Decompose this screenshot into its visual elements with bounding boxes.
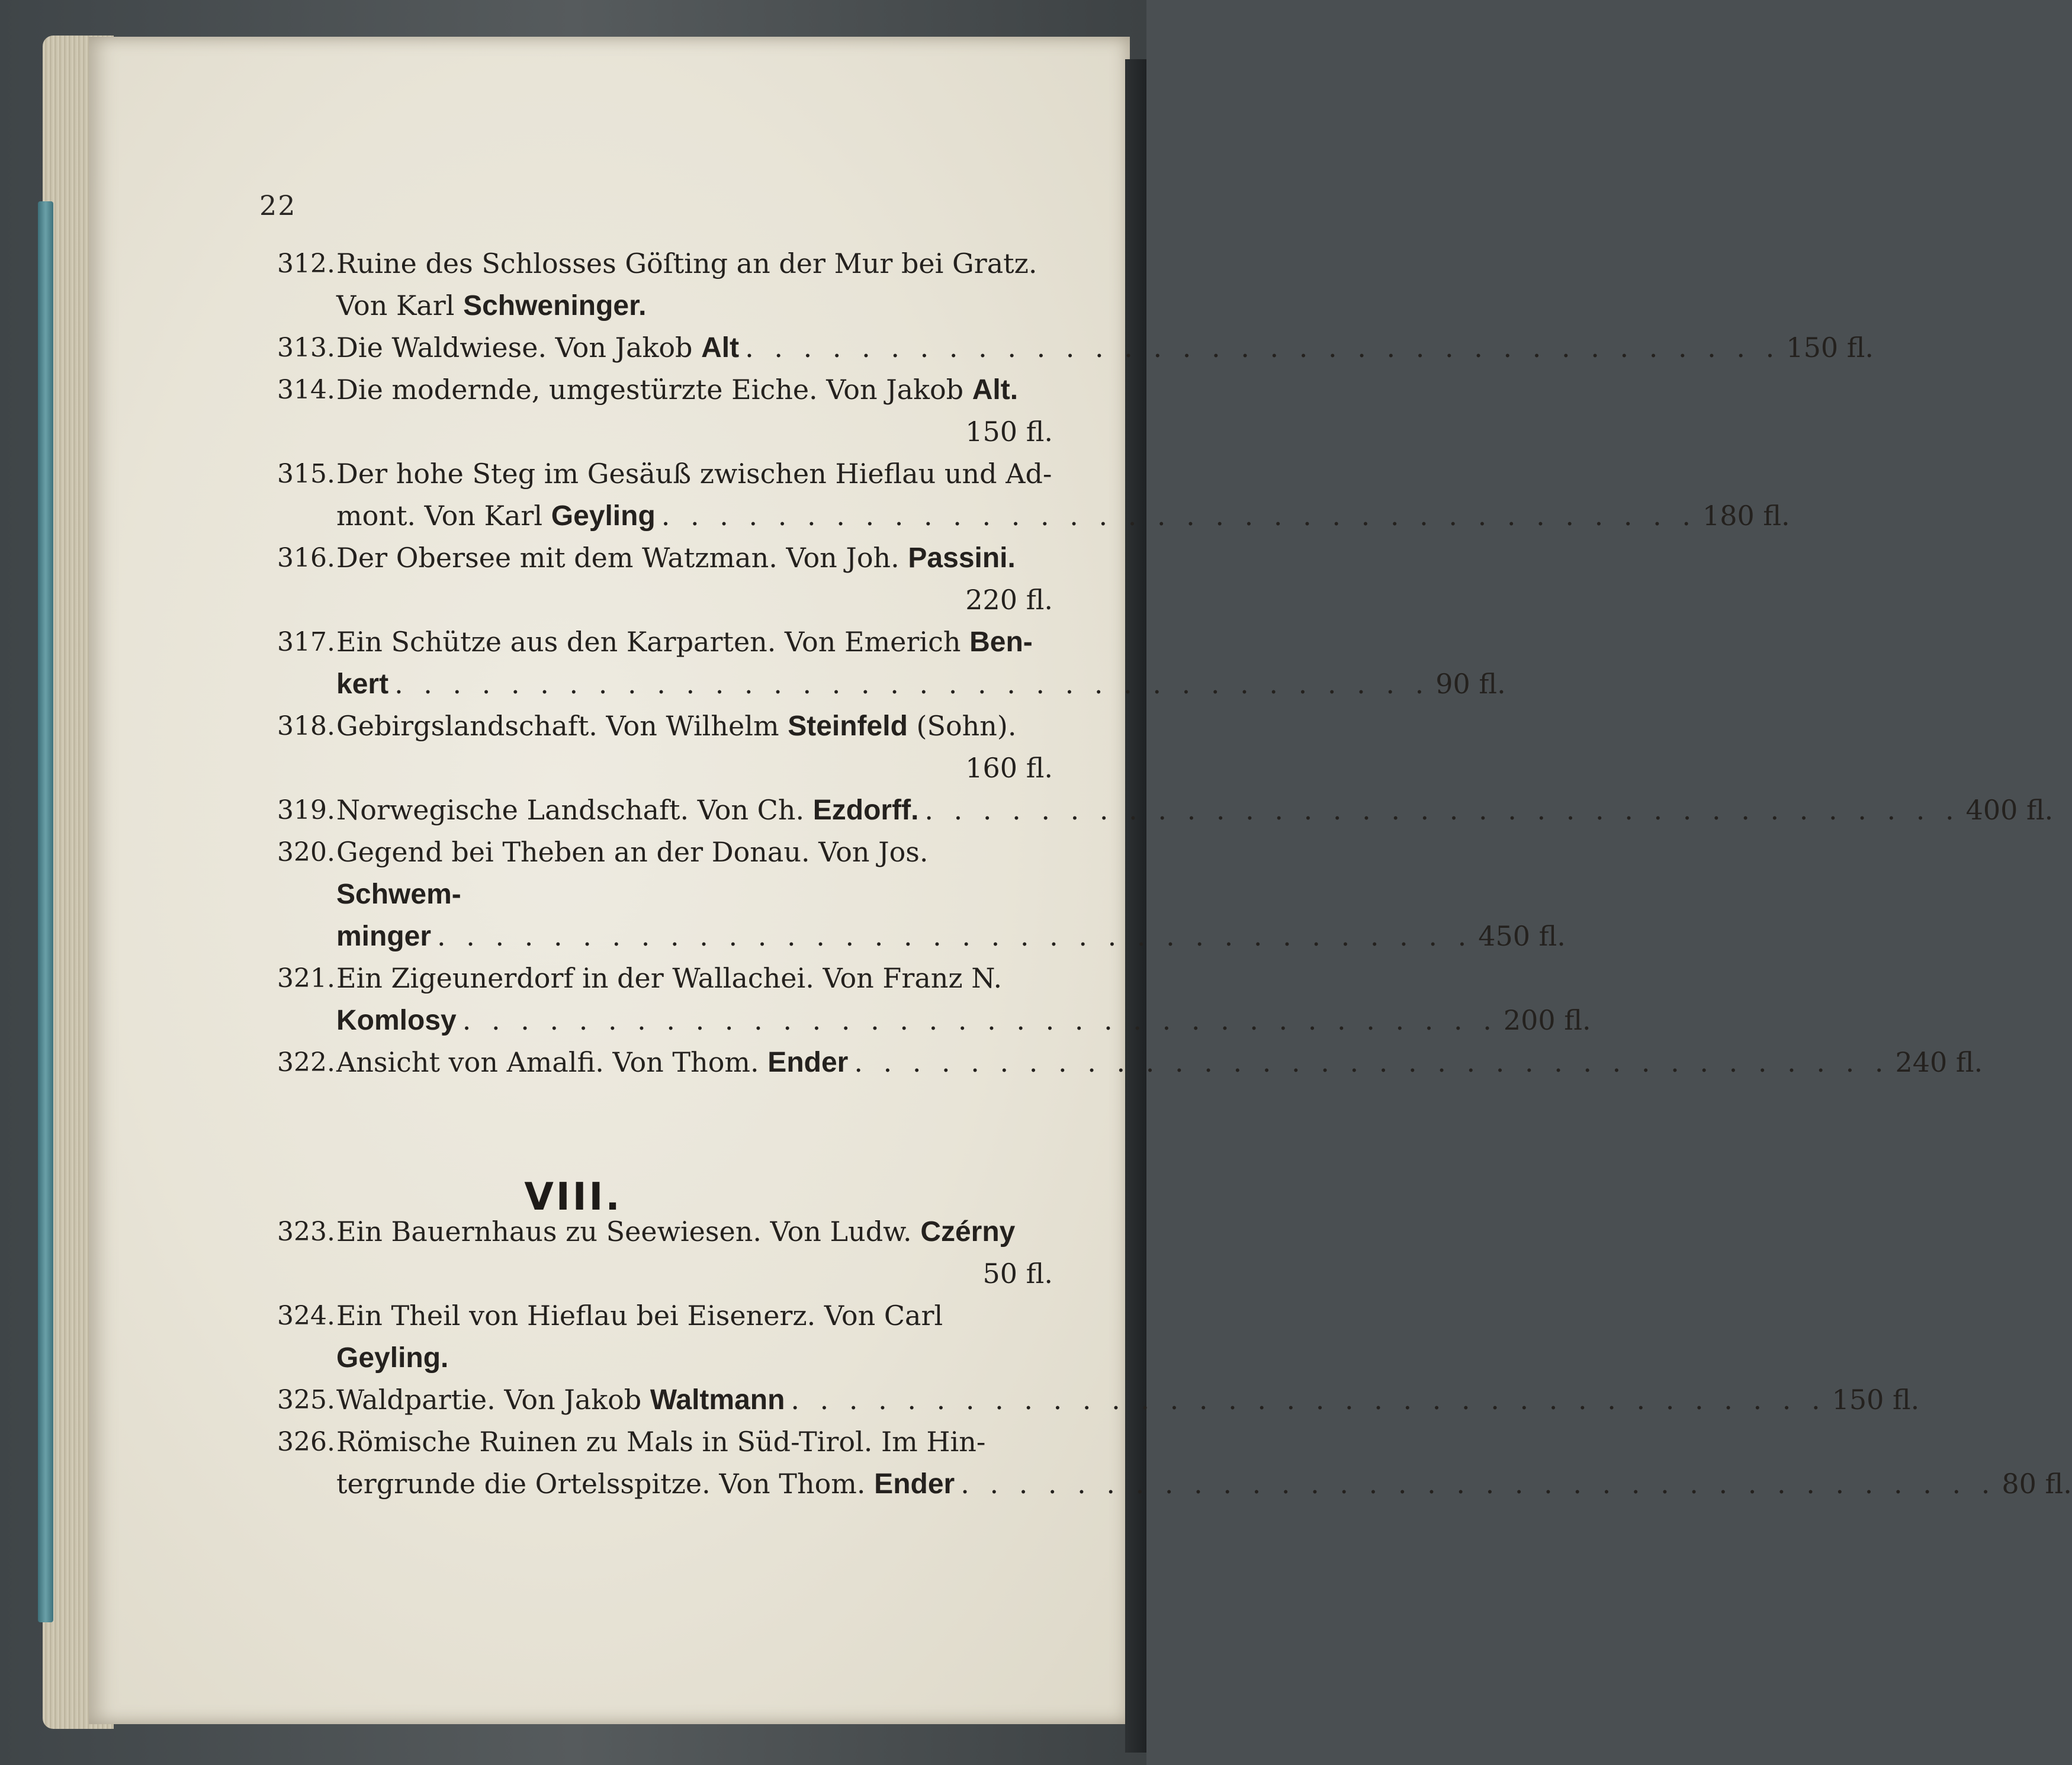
- catalogue-entry: [277, 705, 1053, 789]
- price: 80 fl.: [2002, 1468, 2072, 1500]
- catalogue-entry: [277, 537, 1053, 621]
- entry-title-text: Ein Schütze aus den Karparten. Von Emerich: [336, 626, 970, 658]
- entry-body: [336, 1379, 1920, 1421]
- entry-line: [336, 327, 1874, 369]
- price: 150 fl.: [965, 416, 1053, 448]
- entry-title-text: Gegend bei Theben an der Donau. Von Jos.: [336, 836, 929, 868]
- catalogue-entry: [277, 1379, 1920, 1421]
- entry-number: 317.: [277, 627, 335, 657]
- entry-title-text: Ruine des Schlosses Göſting an der Mur bei Gratz.: [336, 247, 1037, 279]
- entry-line: [336, 621, 1053, 663]
- artist-name: Geyling.: [336, 1342, 449, 1374]
- artist-name: Komlosy: [336, 1005, 457, 1036]
- leader-dots: . . . . . . . . . . . . . . . . . . . . . . . . . . . . . . . . . . . .: [745, 332, 1781, 364]
- catalogue-entry: [277, 957, 1591, 1041]
- entry-body: [336, 1295, 1053, 1379]
- entry-title: [336, 999, 457, 1041]
- entry-title-text: Ansicht von Amalfi. Von Thom.: [336, 1046, 768, 1078]
- catalogue-entry: [277, 243, 1053, 327]
- catalogue-entry: [277, 789, 2054, 831]
- entry-number: 324.: [277, 1301, 335, 1331]
- artist-name: Passini.: [908, 542, 1016, 574]
- leader-dots: . . . . . . . . . . . . . . . . . . . . . . . . . . . . . . . . . . . .: [394, 668, 1430, 700]
- catalogue-entry: [277, 1295, 1053, 1379]
- entry-number: 322.: [277, 1047, 335, 1078]
- entry-number: 314.: [277, 375, 335, 405]
- entry-line: [336, 369, 1053, 411]
- price: 160 fl.: [965, 752, 1053, 784]
- entry-title-text: Die modernde, umgestürzte Eiche. Von Jakob: [336, 374, 972, 406]
- entry-line: [336, 789, 2054, 831]
- entry-body: [336, 537, 1053, 621]
- entry-line: [336, 957, 1053, 999]
- artist-name: minger: [336, 921, 432, 952]
- entry-title-text: tergrunde die Ortelsspitze. Von Thom.: [336, 1468, 875, 1500]
- artist-name: Ender: [874, 1468, 955, 1500]
- price: 200 fl.: [1503, 1004, 1591, 1036]
- leader-dots: . . . . . . . . . . . . . . . . . . . . . . . . . . . . . . . . . . . .: [462, 1004, 1498, 1036]
- entry-title-text: (Sohn).: [907, 710, 1017, 742]
- entry-title: [336, 1379, 785, 1421]
- entry-title-text: Norwegische Landschaft. Von Ch.: [336, 794, 813, 826]
- entry-body: [336, 327, 1874, 369]
- entry-title-text: Der Obersee mit dem Watzman. Von Joh.: [336, 542, 908, 574]
- entry-body: [336, 243, 1053, 327]
- price: 150 fl.: [1832, 1384, 1920, 1416]
- leader-dots: . . . . . . . . . . . . . . . . . . . . . . . . . . . . . . . . . . . .: [854, 1046, 1890, 1078]
- artist-name: Czérny: [920, 1216, 1016, 1248]
- artist-name: Geyling: [551, 500, 656, 532]
- artist-name: Waltmann: [650, 1384, 785, 1416]
- artist-name: Schweninger.: [463, 290, 647, 322]
- leader-dots: . . . . . . . . . . . . . . . . . . . . . . . . . . . . . . . . . . . .: [960, 1468, 1996, 1500]
- price: 220 fl.: [965, 584, 1053, 616]
- book-cover-edge: [38, 201, 53, 1622]
- entry-title: [336, 915, 431, 957]
- entry-body: [336, 1421, 2072, 1505]
- entry-line: [336, 999, 1591, 1041]
- entry-body: [336, 453, 1790, 537]
- entry-body: [336, 621, 1506, 705]
- entry-title-text: Ein Theil von Hieflau bei Eisenerz. Von Carl: [336, 1300, 943, 1332]
- entry-line: [336, 915, 1566, 957]
- artist-name: Alt: [701, 332, 740, 364]
- catalogue-entry: [277, 327, 1874, 369]
- artist-name: Ezdorff.: [812, 795, 919, 826]
- entry-line: [336, 1463, 2072, 1505]
- leader-dots: . . . . . . . . . . . . . . . . . . . . . . . . . . . . . . . . . . . .: [791, 1384, 1826, 1416]
- entry-body: [336, 705, 1053, 789]
- catalogue-entry: [277, 621, 1506, 705]
- entry-number: 320.: [277, 837, 335, 867]
- leader-dots: . . . . . . . . . . . . . . . . . . . . . . . . . . . . . . . . . . . .: [924, 794, 1960, 826]
- entry-line: [336, 243, 1053, 285]
- entry-line: [336, 1041, 1983, 1084]
- entry-line: [336, 495, 1790, 537]
- artist-name: Steinfeld: [788, 710, 908, 742]
- price: 180 fl.: [1702, 500, 1790, 532]
- entry-line: [336, 1211, 1053, 1253]
- entry-number: 316.: [277, 543, 335, 573]
- entry-number: 323.: [277, 1217, 335, 1247]
- entry-title: [336, 789, 918, 831]
- entry-title-text: Der hohe Steg im Gesäuß zwischen Hieflau und Ad-: [336, 458, 1052, 490]
- entry-number: 326.: [277, 1427, 335, 1457]
- artist-name: Alt.: [972, 374, 1019, 406]
- entry-title-text: Ein Bauernhaus zu Seewiesen. Von Ludw.: [336, 1216, 921, 1248]
- entry-title-text: Waldpartie. Von Jakob: [336, 1384, 650, 1416]
- entry-title: [336, 663, 388, 705]
- catalogue-entry: [277, 1421, 2072, 1505]
- entry-title-text: Von Karl: [336, 290, 464, 322]
- entry-number: 315.: [277, 459, 335, 489]
- entry-title-text: Gebirgslandschaft. Von Wilhelm: [336, 710, 788, 742]
- entry-title: [336, 495, 656, 537]
- entry-line: [336, 285, 1053, 327]
- artist-name: kert: [336, 668, 389, 700]
- catalogue-entry: [277, 1041, 1983, 1084]
- entry-body: [336, 831, 1566, 957]
- entry-line: [336, 453, 1053, 495]
- catalogue-entry: [277, 453, 1790, 537]
- entry-line: [336, 1295, 1053, 1379]
- entry-title-text: Die Waldwiese. Von Jakob: [336, 332, 702, 364]
- artist-name: Ben-: [969, 626, 1033, 658]
- entry-body: [336, 957, 1591, 1041]
- entry-body: [336, 369, 1053, 453]
- price: 150 fl.: [1786, 332, 1874, 364]
- entry-number: 319.: [277, 795, 335, 825]
- section-heading: VIII.: [524, 1175, 622, 1219]
- entry-line: [336, 537, 1053, 579]
- entry-body: [336, 1211, 1053, 1295]
- artist-name: Schwem-: [336, 879, 461, 910]
- page-number: 22: [259, 189, 297, 221]
- entry-title: [336, 1041, 848, 1084]
- entry-line: [336, 705, 1053, 747]
- price: 450 fl.: [1478, 920, 1566, 952]
- entry-line: [336, 1421, 1053, 1463]
- catalogue-entry: [277, 369, 1053, 453]
- entry-number: 312.: [277, 249, 335, 279]
- catalogue-entries: [277, 243, 2054, 1084]
- entry-title: [336, 327, 739, 369]
- leader-dots: . . . . . . . . . . . . . . . . . . . . . . . . . . . . . . . . . . . .: [661, 500, 1697, 532]
- entry-title-text: Ein Zigeunerdorf in der Wallachei. Von Franz N.: [336, 962, 1003, 994]
- price: 240 fl.: [1895, 1046, 1983, 1078]
- price: 90 fl.: [1435, 668, 1506, 700]
- catalogue-entries-section-viii: [277, 1211, 2072, 1505]
- price: 50 fl.: [982, 1258, 1053, 1290]
- entry-title-text: Römische Ruinen zu Mals in Süd-Tirol. Im Hin-: [336, 1426, 986, 1458]
- catalogue-entry: [277, 831, 1566, 957]
- entry-body: [336, 789, 2054, 831]
- entry-body: [336, 1041, 1983, 1084]
- entry-number: 313.: [277, 333, 335, 363]
- price: 400 fl.: [1965, 794, 2054, 826]
- entry-number: 325.: [277, 1385, 335, 1415]
- entry-number: 321.: [277, 963, 335, 994]
- leader-dots: . . . . . . . . . . . . . . . . . . . . . . . . . . . . . . . . . . . .: [437, 920, 1473, 952]
- entry-line: [336, 1379, 1920, 1421]
- catalogue-entry: [277, 1211, 1053, 1295]
- entry-title-text: mont. Von Karl: [336, 500, 551, 532]
- entry-line: [336, 831, 1053, 915]
- artist-name: Ender: [767, 1047, 849, 1078]
- entry-number: 318.: [277, 711, 335, 741]
- entry-line: [336, 663, 1506, 705]
- entry-title: [336, 1463, 955, 1505]
